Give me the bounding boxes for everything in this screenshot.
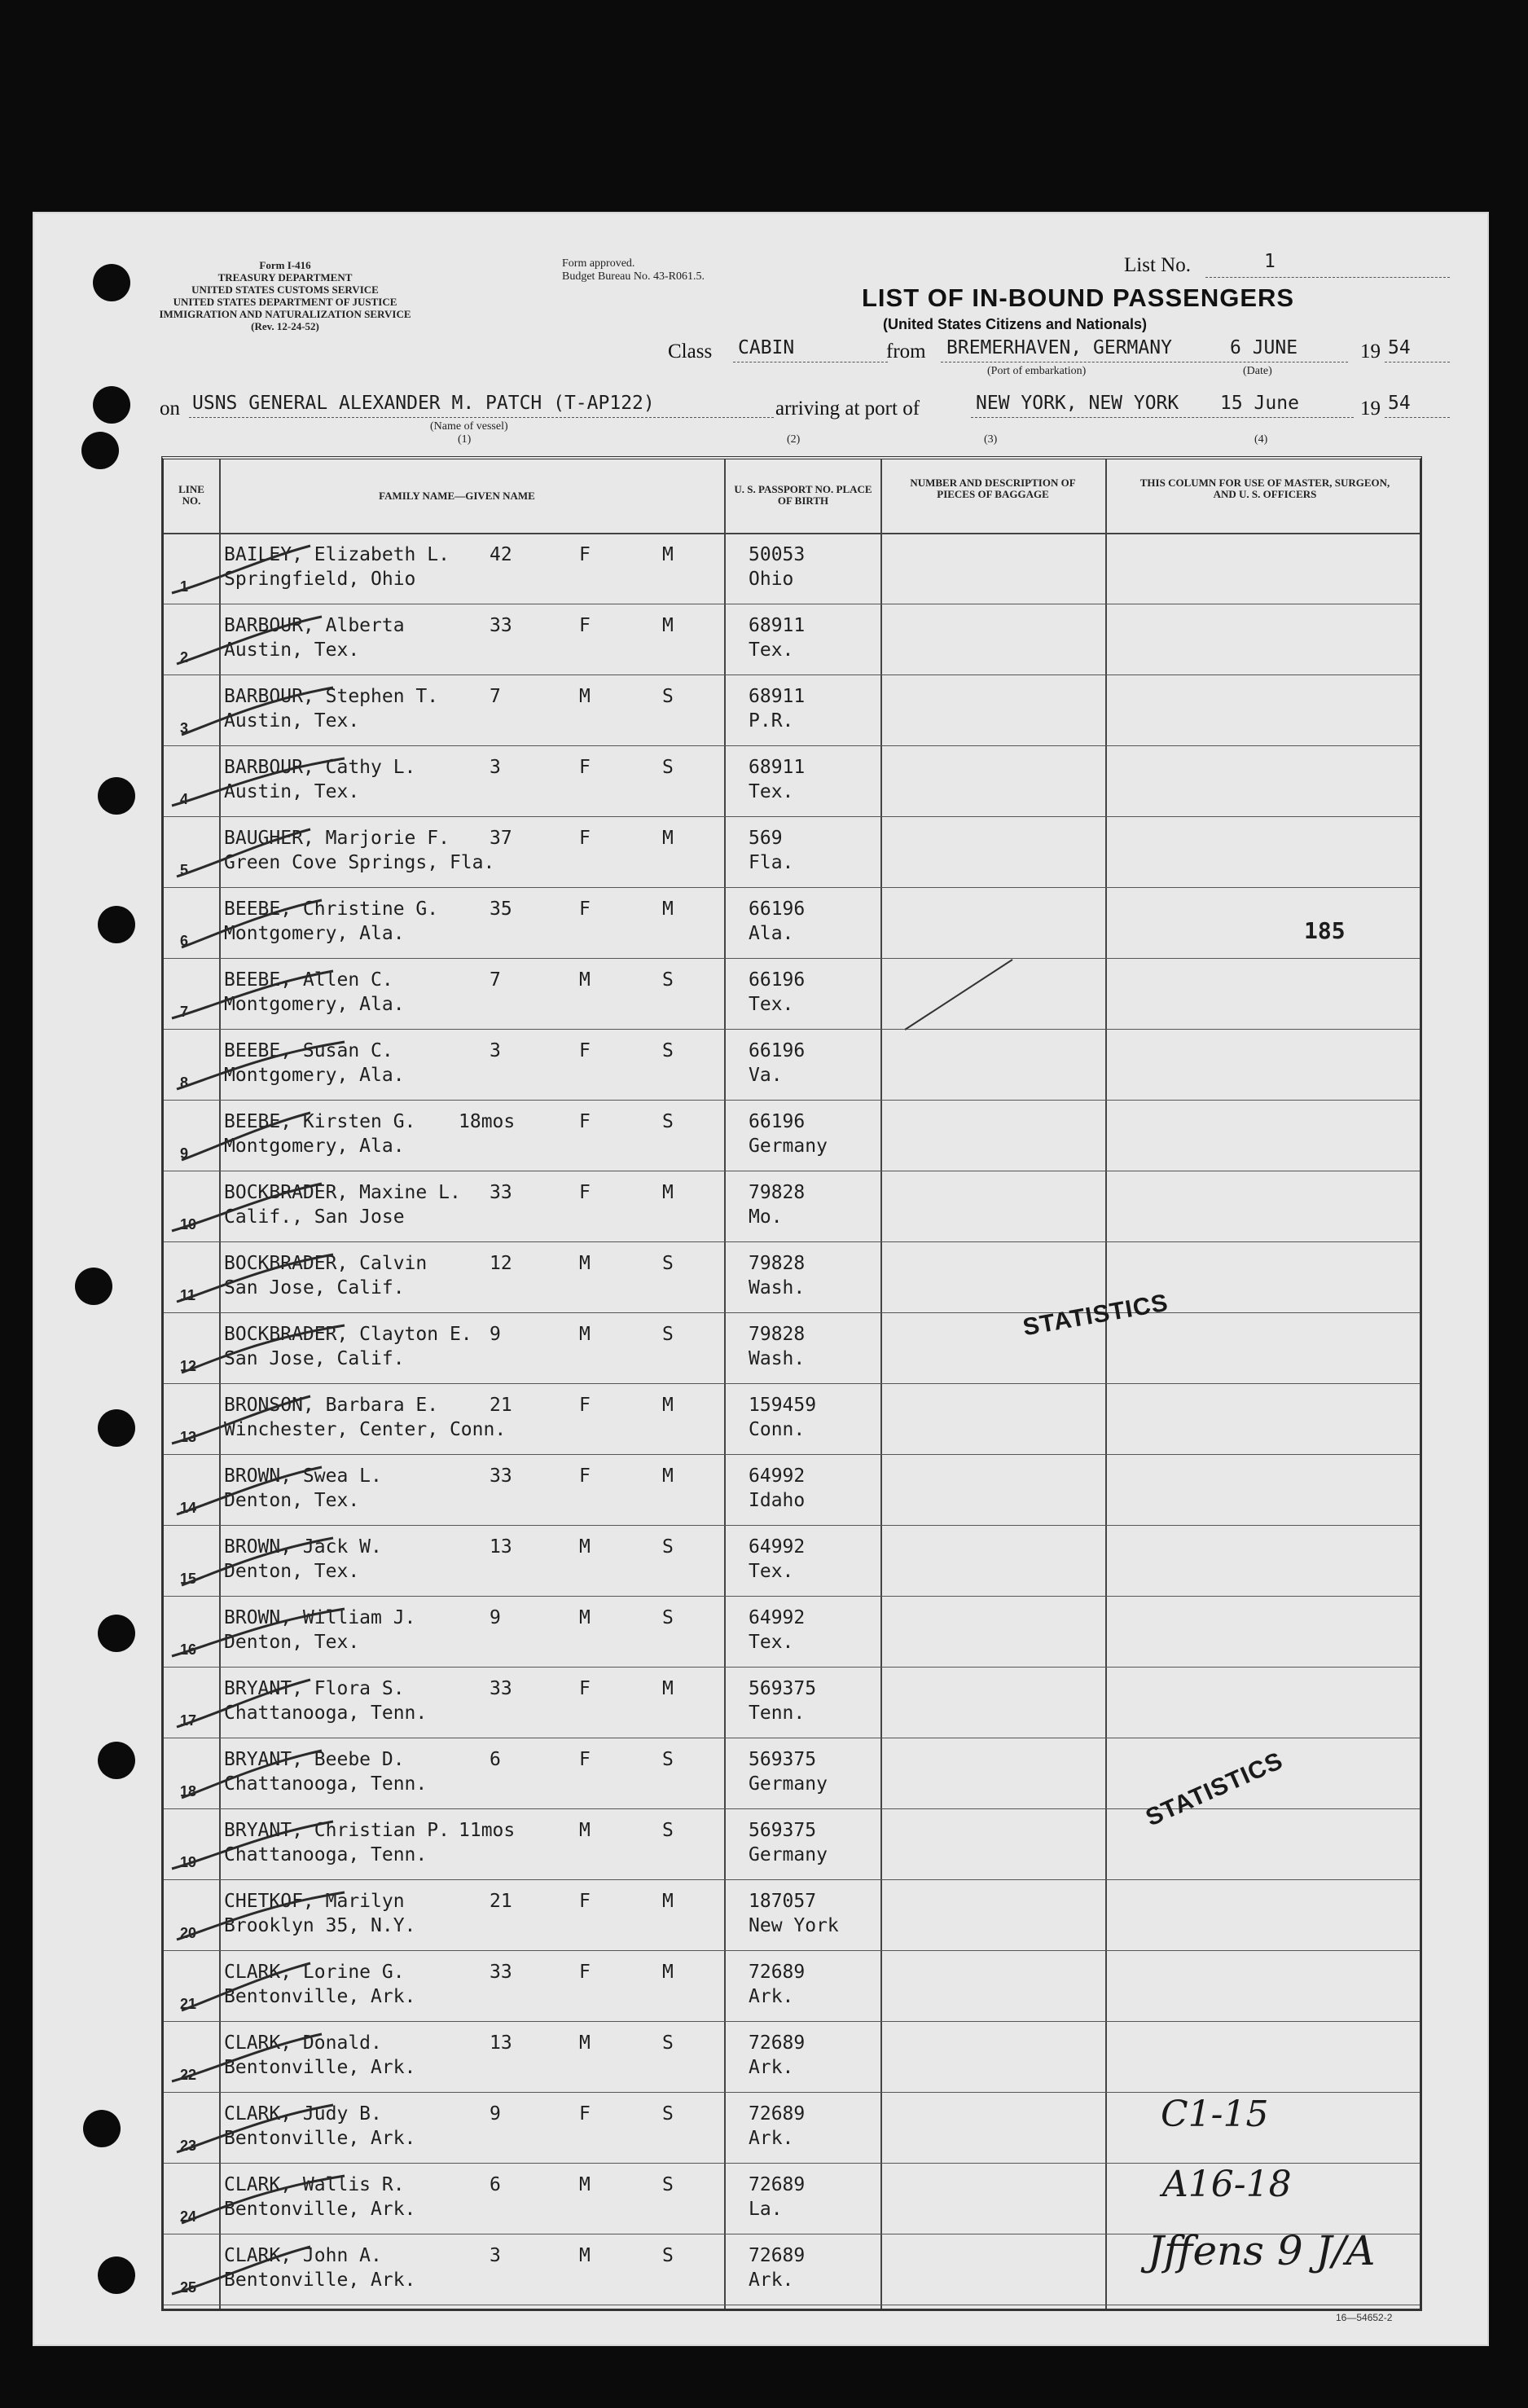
line-number: 16 <box>180 1641 197 1658</box>
passenger-age: 33 <box>490 1182 512 1203</box>
passenger-name: BOCKBRADER, Calvin <box>224 1253 428 1274</box>
passenger-name: BARBOUR, Cathy L. <box>224 757 416 778</box>
depart-year-value: 54 <box>1388 337 1411 358</box>
passenger-name: BROWN, Jack W. <box>224 1536 382 1558</box>
line-number: 1 <box>180 578 189 595</box>
officer-mark: 185 <box>1304 917 1346 944</box>
line-number: 10 <box>180 1216 197 1233</box>
passenger-sex: F <box>579 1111 591 1132</box>
column-caption-2: (2) <box>787 433 801 446</box>
passenger-sex: F <box>579 1678 591 1699</box>
arrival-year-underline <box>1385 417 1450 418</box>
passenger-residence: Austin, Tex. <box>224 639 360 661</box>
passenger-marital-status: S <box>662 2103 674 2125</box>
table-row <box>164 1383 1420 1455</box>
passenger-age: 7 <box>490 969 501 991</box>
line-number: 24 <box>180 2208 197 2225</box>
passenger-marital-status: S <box>662 1111 674 1132</box>
form-agency-block <box>138 259 432 332</box>
passenger-sex: M <box>579 969 591 991</box>
place-of-birth: P.R. <box>749 710 794 732</box>
handwritten-signature: Jffens 9 J/A <box>1148 2227 1376 2274</box>
line-number: 7 <box>180 1004 189 1020</box>
passenger-marital-status: S <box>662 969 674 991</box>
passenger-marital-status: S <box>662 1820 674 1841</box>
passenger-residence: Chattanooga, Tenn. <box>224 1773 428 1795</box>
column-caption-3: (3) <box>984 433 998 446</box>
column-caption-4: (4) <box>1254 433 1268 446</box>
passport-number: 569375 <box>749 1749 817 1770</box>
passenger-name: BRYANT, Christian P. <box>224 1820 450 1841</box>
depart-date-value: 6 JUNE <box>1230 337 1298 358</box>
passenger-residence: Montgomery, Ala. <box>224 923 405 944</box>
passenger-name: BEEBE, Allen C. <box>224 969 393 991</box>
passenger-age: 33 <box>490 1465 512 1487</box>
passenger-residence: San Jose, Calif. <box>224 1348 405 1369</box>
passenger-sex: F <box>579 1395 591 1416</box>
table-row <box>164 1454 1420 1526</box>
passenger-marital-status: S <box>662 1749 674 1770</box>
passenger-marital-status: S <box>662 1607 674 1628</box>
passenger-marital-status: M <box>662 1678 674 1699</box>
passenger-age: 35 <box>490 899 512 920</box>
passport-number: 68911 <box>749 615 806 636</box>
passenger-residence: Bentonville, Ark. <box>224 2270 416 2291</box>
binder-hole <box>75 1268 112 1305</box>
port-caption: (Port of embarkation) <box>987 365 1087 377</box>
table-row <box>164 1171 1420 1242</box>
passenger-age: 13 <box>490 2032 512 2054</box>
line-number: 14 <box>180 1500 197 1516</box>
passport-number: 68911 <box>749 686 806 707</box>
list-no-value: 1 <box>1264 251 1276 272</box>
passenger-age: 3 <box>490 2245 501 2266</box>
passenger-marital-status: M <box>662 1962 674 1983</box>
form-approved-label: Form approved. <box>562 257 635 270</box>
passenger-residence: Brooklyn 35, N.Y. <box>224 1915 416 1936</box>
col-header-name: FAMILY NAME—GIVEN NAME <box>379 490 535 502</box>
passport-number: 79828 <box>749 1253 806 1274</box>
vessel-name: USNS GENERAL ALEXANDER M. PATCH (T-AP122) <box>192 393 655 414</box>
passenger-residence: Denton, Tex. <box>224 1490 360 1511</box>
from-label: from <box>886 341 926 363</box>
passenger-sex: M <box>579 1820 591 1841</box>
passenger-name: CLARK, Judy B. <box>224 2103 382 2125</box>
arrival-port: NEW YORK, NEW YORK <box>976 393 1179 414</box>
passport-number: 68911 <box>749 757 806 778</box>
table-row <box>164 1596 1420 1668</box>
passenger-marital-status: S <box>662 1040 674 1061</box>
footer-form-number: 16—54652-2 <box>1336 2312 1393 2323</box>
passport-number: 569375 <box>749 1820 817 1841</box>
passenger-residence: Montgomery, Ala. <box>224 1065 405 1086</box>
passenger-residence: Montgomery, Ala. <box>224 994 405 1015</box>
place-of-birth: Ark. <box>749 1986 794 2007</box>
place-of-birth: Wash. <box>749 1348 806 1369</box>
class-underline <box>733 362 888 363</box>
binder-hole <box>98 777 135 815</box>
binder-hole <box>81 432 119 469</box>
place-of-birth: Ohio <box>749 569 794 590</box>
page-subtitle: (United States Citizens and Nationals) <box>883 316 1148 332</box>
place-of-birth: Ark. <box>749 2057 794 2078</box>
table-row <box>164 1029 1420 1101</box>
place-of-birth: Ark. <box>749 2128 794 2149</box>
handwritten-note: A16-18 <box>1162 2164 1292 2205</box>
class-value: CABIN <box>738 337 795 358</box>
vessel-underline <box>189 417 774 418</box>
passenger-residence: Austin, Tex. <box>224 781 360 802</box>
passenger-marital-status: S <box>662 2032 674 2054</box>
line-number: 22 <box>180 2067 197 2083</box>
table-row <box>164 887 1420 959</box>
passenger-marital-status: M <box>662 615 674 636</box>
col-header-line-no: LINE NO. <box>178 483 204 507</box>
table-row <box>164 1241 1420 1313</box>
passenger-name: BOCKBRADER, Maxine L. <box>224 1182 461 1203</box>
passport-number: 72689 <box>749 1962 806 1983</box>
form-approval <box>562 257 705 283</box>
table-row <box>164 1100 1420 1171</box>
passenger-name: BEEBE, Kirsten G. <box>224 1111 416 1132</box>
passenger-age: 21 <box>490 1395 512 1416</box>
passport-number: 64992 <box>749 1465 806 1487</box>
passport-number: 79828 <box>749 1182 806 1203</box>
line-number: 8 <box>180 1074 189 1091</box>
statistics-stamp: STATISTICS <box>1141 1747 1288 1832</box>
passenger-name: CLARK, John A. <box>224 2245 382 2266</box>
table-row <box>164 958 1420 1030</box>
passenger-marital-status: M <box>662 1465 674 1487</box>
place-of-birth: Tex. <box>749 1561 794 1582</box>
passenger-residence: Chattanooga, Tenn. <box>224 1703 428 1724</box>
col-header-passport: U. S. PASSPORT NO. PLACE OF BIRTH <box>734 483 872 507</box>
passenger-age: 13 <box>490 1536 512 1558</box>
table-row <box>164 675 1420 746</box>
passenger-name: CLARK, Wallis R. <box>224 2174 405 2195</box>
passenger-marital-status: S <box>662 757 674 778</box>
line-number: 25 <box>180 2279 197 2296</box>
line-number: 17 <box>180 1712 197 1729</box>
passenger-marital-status: S <box>662 686 674 707</box>
passport-number: 569 <box>749 828 783 849</box>
passenger-residence: Austin, Tex. <box>224 710 360 732</box>
handwritten-note: C1-15 <box>1161 2094 1269 2135</box>
passenger-residence: Montgomery, Ala. <box>224 1136 405 1157</box>
line-number: 13 <box>180 1429 197 1445</box>
justice-label: UNITED STATES DEPARTMENT OF JUSTICE <box>173 296 397 308</box>
place-of-birth: Ark. <box>749 2270 794 2291</box>
table-row <box>164 1312 1420 1384</box>
passenger-name: BAUGHER, Marjorie F. <box>224 828 450 849</box>
table-row <box>164 1525 1420 1597</box>
passport-number: 66196 <box>749 899 806 920</box>
table-row <box>164 1879 1420 1951</box>
passenger-residence: Denton, Tex. <box>224 1561 360 1582</box>
passport-number: 187057 <box>749 1891 817 1912</box>
passenger-residence: Bentonville, Ark. <box>224 2128 416 2149</box>
passenger-residence: Green Cove Springs, Fla. <box>224 852 495 873</box>
binder-hole <box>98 2256 135 2294</box>
passenger-age: 6 <box>490 1749 501 1770</box>
table-row <box>164 1808 1420 1880</box>
from-underline <box>941 362 1348 363</box>
passenger-sex: F <box>579 615 591 636</box>
passenger-sex: F <box>579 1962 591 1983</box>
table-row <box>164 533 1420 604</box>
passenger-age: 9 <box>490 1324 501 1345</box>
passenger-name: CLARK, Lorine G. <box>224 1962 405 1983</box>
passenger-age: 33 <box>490 1962 512 1983</box>
binder-hole <box>93 264 130 301</box>
year-underline <box>1385 362 1450 363</box>
binder-hole <box>98 1742 135 1779</box>
passenger-sex: M <box>579 1607 591 1628</box>
line-number: 11 <box>180 1287 196 1303</box>
arrival-underline <box>971 417 1354 418</box>
passenger-name: CLARK, Donald. <box>224 2032 382 2054</box>
statistics-stamp: STATISTICS <box>1021 1289 1170 1342</box>
passenger-age: 3 <box>490 757 501 778</box>
passenger-sex: M <box>579 686 591 707</box>
passenger-sex: M <box>579 2174 591 2195</box>
line-number: 2 <box>180 649 189 666</box>
passenger-sex: M <box>579 2032 591 2054</box>
passenger-sex: F <box>579 1465 591 1487</box>
passenger-marital-status: M <box>662 828 674 849</box>
table-row <box>164 1950 1420 2022</box>
arrival-date: 15 June <box>1220 393 1299 414</box>
passenger-age: 3 <box>490 1040 501 1061</box>
page-title: LIST OF IN-BOUND PASSENGERS <box>862 283 1295 312</box>
binder-hole <box>98 1615 135 1652</box>
passenger-sex: F <box>579 544 591 565</box>
place-of-birth: Ala. <box>749 923 794 944</box>
place-of-birth: La. <box>749 2199 783 2220</box>
table-row <box>164 604 1420 675</box>
place-of-birth: New York <box>749 1915 839 1936</box>
passenger-name: BEEBE, Christine G. <box>224 899 439 920</box>
line-number: 9 <box>180 1145 189 1162</box>
passport-number: 159459 <box>749 1395 817 1416</box>
passenger-table <box>161 456 1422 2311</box>
passenger-age: 9 <box>490 1607 501 1628</box>
passenger-residence: Bentonville, Ark. <box>224 2057 416 2078</box>
col-header-officers: THIS COLUMN FOR USE OF MASTER, SURGEON, AND U. S. OFFICERS <box>1139 477 1390 500</box>
ins-label: IMMIGRATION AND NATURALIZATION SERVICE <box>159 308 411 320</box>
line-number: 3 <box>180 720 189 736</box>
line-number: 6 <box>180 933 189 949</box>
place-of-birth: Idaho <box>749 1490 806 1511</box>
passenger-marital-status: M <box>662 1395 674 1416</box>
list-no-label: List No. <box>1124 254 1191 276</box>
vessel-caption-number: (1) <box>458 433 472 446</box>
col-header-baggage: NUMBER AND DESCRIPTION OF PIECES OF BAGGAGE <box>910 477 1076 500</box>
passport-number: 72689 <box>749 2032 806 2054</box>
passenger-marital-status: M <box>662 1182 674 1203</box>
place-of-birth: Conn. <box>749 1419 806 1440</box>
passenger-sex: F <box>579 828 591 849</box>
passport-number: 64992 <box>749 1536 806 1558</box>
passport-number: 79828 <box>749 1324 806 1345</box>
passenger-marital-status: M <box>662 1891 674 1912</box>
passenger-sex: M <box>579 1253 591 1274</box>
line-number: 20 <box>180 1925 197 1941</box>
line-number: 21 <box>180 1996 197 2012</box>
passenger-age: 11mos <box>459 1820 516 1841</box>
place-of-birth: Tex. <box>749 639 794 661</box>
passenger-age: 9 <box>490 2103 501 2125</box>
passenger-residence: Springfield, Ohio <box>224 569 416 590</box>
passenger-sex: F <box>579 2103 591 2125</box>
arrival-year-prefix: 19 <box>1360 398 1381 420</box>
passenger-name: BRYANT, Flora S. <box>224 1678 405 1699</box>
passenger-age: 18mos <box>459 1111 516 1132</box>
passenger-sex: M <box>579 2245 591 2266</box>
place-of-birth: Tenn. <box>749 1703 806 1724</box>
passenger-marital-status: S <box>662 1536 674 1558</box>
passport-number: 64992 <box>749 1607 806 1628</box>
passport-number: 66196 <box>749 1111 806 1132</box>
budget-bureau-label: Budget Bureau No. 43-R061.5. <box>562 270 705 283</box>
arriving-label: arriving at port of <box>775 398 920 420</box>
place-of-birth: Germany <box>749 1136 828 1157</box>
passenger-age: 33 <box>490 615 512 636</box>
line-number: 12 <box>180 1358 197 1374</box>
passenger-marital-status: M <box>662 544 674 565</box>
passenger-name: CHETKOF, Marilyn <box>224 1891 405 1912</box>
passenger-residence: Chattanooga, Tenn. <box>224 1844 428 1865</box>
table-header-row <box>164 459 1420 534</box>
place-of-birth: Germany <box>749 1844 828 1865</box>
class-label: Class <box>668 341 713 363</box>
passport-number: 72689 <box>749 2245 806 2266</box>
customs-label: UNITED STATES CUSTOMS SERVICE <box>191 283 379 296</box>
line-number: 18 <box>180 1783 197 1799</box>
passenger-name: BRYANT, Beebe D. <box>224 1749 405 1770</box>
form-number: Form I-416 <box>259 259 311 271</box>
passenger-residence: Winchester, Center, Conn. <box>224 1419 507 1440</box>
passenger-name: BEEBE, Susan C. <box>224 1040 393 1061</box>
place-of-birth: Tex. <box>749 1632 794 1653</box>
table-row <box>164 2021 1420 2093</box>
passenger-marital-status: S <box>662 1253 674 1274</box>
passenger-name: BAILEY, Elizabeth L. <box>224 544 450 565</box>
on-label: on <box>160 398 180 420</box>
place-of-birth: Tex. <box>749 781 794 802</box>
passenger-name: BROWN, William J. <box>224 1607 416 1628</box>
line-number: 15 <box>180 1571 197 1587</box>
passenger-name: BOCKBRADER, Clayton E. <box>224 1324 472 1345</box>
place-of-birth: Germany <box>749 1773 828 1795</box>
passenger-age: 7 <box>490 686 501 707</box>
passenger-age: 12 <box>490 1253 512 1274</box>
manifest-sheet <box>33 212 1489 2346</box>
passenger-residence: Calif., San Jose <box>224 1206 405 1228</box>
passenger-age: 42 <box>490 544 512 565</box>
passenger-residence: San Jose, Calif. <box>224 1277 405 1298</box>
vessel-caption: (Name of vessel) <box>430 420 508 433</box>
passenger-marital-status: M <box>662 899 674 920</box>
line-number: 4 <box>180 791 189 807</box>
passenger-marital-status: S <box>662 1324 674 1345</box>
passenger-sex: M <box>579 1324 591 1345</box>
passenger-sex: M <box>579 1536 591 1558</box>
arrival-year-value: 54 <box>1388 393 1411 414</box>
passenger-age: 6 <box>490 2174 501 2195</box>
binder-hole <box>98 1409 135 1447</box>
place-of-birth: Va. <box>749 1065 783 1086</box>
list-no-underline <box>1205 277 1450 278</box>
date-caption: (Date) <box>1243 365 1272 377</box>
passenger-sex: F <box>579 1749 591 1770</box>
passenger-name: BROWN, Swea L. <box>224 1465 382 1487</box>
from-port-value: BREMERHAVEN, GERMANY <box>946 337 1172 358</box>
passenger-age: 33 <box>490 1678 512 1699</box>
treasury-label: TREASURY DEPARTMENT <box>217 271 353 283</box>
line-number: 19 <box>180 1854 197 1870</box>
passenger-name: BRONSON, Barbara E. <box>224 1395 439 1416</box>
passenger-sex: F <box>579 757 591 778</box>
line-number: 23 <box>180 2138 197 2154</box>
passenger-sex: F <box>579 1891 591 1912</box>
passenger-marital-status: S <box>662 2245 674 2266</box>
depart-year-prefix: 19 <box>1360 341 1381 363</box>
passenger-residence: Bentonville, Ark. <box>224 1986 416 2007</box>
passport-number: 66196 <box>749 1040 806 1061</box>
binder-hole <box>83 2110 121 2147</box>
revision-label: (Rev. 12-24-52) <box>251 320 319 332</box>
passenger-age: 37 <box>490 828 512 849</box>
passport-number: 66196 <box>749 969 806 991</box>
passenger-sex: F <box>579 1040 591 1061</box>
passport-number: 569375 <box>749 1678 817 1699</box>
passenger-residence: Bentonville, Ark. <box>224 2199 416 2220</box>
passenger-residence: Denton, Tex. <box>224 1632 360 1653</box>
passenger-marital-status: S <box>662 2174 674 2195</box>
line-number: 5 <box>180 862 189 878</box>
passenger-name: BARBOUR, Alberta <box>224 615 405 636</box>
place-of-birth: Mo. <box>749 1206 783 1228</box>
passport-number: 72689 <box>749 2103 806 2125</box>
passenger-sex: F <box>579 1182 591 1203</box>
place-of-birth: Wash. <box>749 1277 806 1298</box>
passport-number: 50053 <box>749 544 806 565</box>
table-row <box>164 745 1420 817</box>
passenger-age: 21 <box>490 1891 512 1912</box>
passenger-name: BARBOUR, Stephen T. <box>224 686 439 707</box>
table-row <box>164 1667 1420 1738</box>
binder-hole <box>98 906 135 943</box>
passenger-sex: F <box>579 899 591 920</box>
place-of-birth: Tex. <box>749 994 794 1015</box>
table-row <box>164 816 1420 888</box>
binder-hole <box>93 386 130 424</box>
place-of-birth: Fla. <box>749 852 794 873</box>
passport-number: 72689 <box>749 2174 806 2195</box>
